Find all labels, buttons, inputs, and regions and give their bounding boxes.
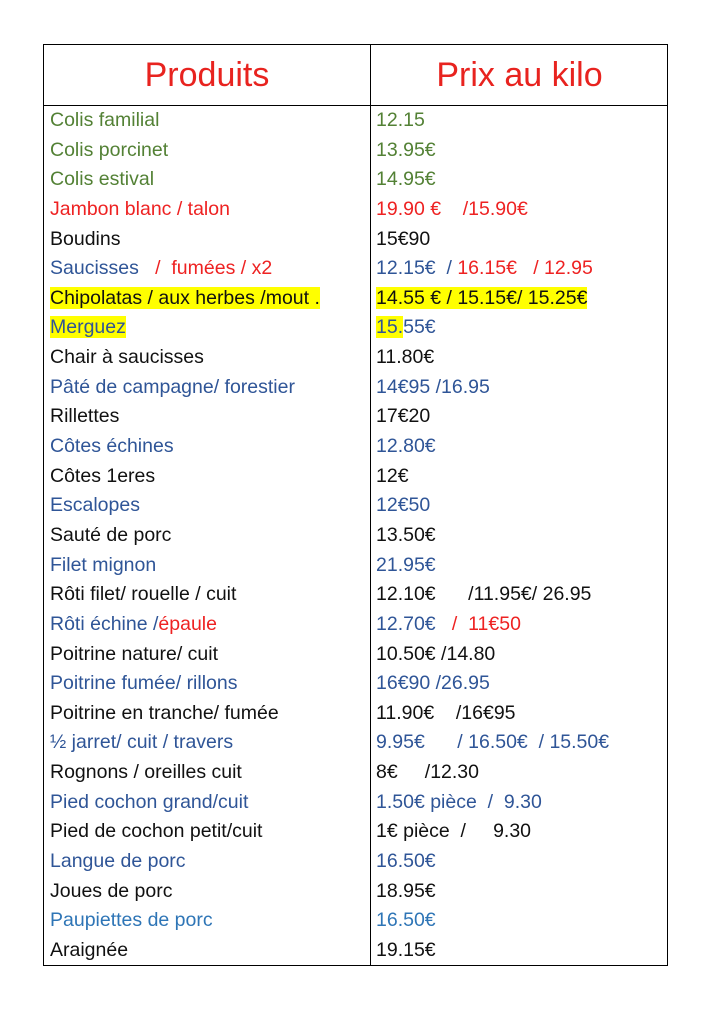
table-row	[44, 136, 667, 166]
product-cell-text: Paupiettes de porc	[50, 909, 213, 932]
price-cell-text: 15€90	[376, 227, 431, 250]
price-cell	[376, 491, 430, 521]
price-cell	[376, 758, 479, 788]
price-cell-text: 19.90 € /15.90€	[376, 197, 528, 220]
price-cell-text: 13.95€	[376, 138, 436, 161]
product-cell	[50, 165, 154, 195]
table-row	[44, 521, 667, 551]
product-cell	[50, 373, 295, 403]
table-row	[44, 669, 667, 699]
product-cell	[50, 669, 238, 699]
price-cell-text: 55€	[403, 316, 436, 339]
price-cell-text: 1.50€ pièce / 9.30	[376, 790, 542, 813]
price-cell-text: 18.95€	[376, 879, 436, 902]
product-cell-text: Pâté de campagne/ forestier	[50, 375, 295, 398]
product-cell-text: Saucisses	[50, 257, 156, 280]
product-cell	[50, 817, 262, 847]
product-cell	[50, 788, 248, 818]
price-cell	[376, 313, 436, 343]
price-cell	[376, 343, 434, 373]
price-cell	[376, 432, 436, 462]
table-row	[44, 936, 667, 966]
product-cell-text: Colis familial	[50, 109, 160, 131]
product-cell-text: Côtes échines	[50, 435, 174, 458]
product-cell-text: Langue de porc	[50, 850, 186, 873]
table-row	[44, 225, 667, 255]
table-row	[44, 313, 667, 343]
price-cell	[376, 165, 436, 195]
price-cell-text: 14.95€	[376, 168, 436, 191]
product-cell	[50, 254, 272, 284]
product-cell	[50, 462, 155, 492]
product-cell-text: Côtes 1eres	[50, 464, 156, 487]
product-cell	[50, 106, 159, 136]
product-cell	[50, 343, 204, 373]
product-cell-text: Araignée	[50, 938, 129, 961]
table-row	[44, 728, 667, 758]
table-row	[44, 284, 667, 314]
price-cell-text: 17€20	[376, 405, 431, 428]
product-cell	[50, 521, 171, 551]
price-cell	[376, 936, 436, 966]
product-cell	[50, 195, 230, 225]
price-cell	[376, 788, 542, 818]
table-row	[44, 640, 667, 670]
price-cell-text: 16€90 /26.95	[376, 672, 490, 695]
price-cell	[376, 195, 528, 225]
table-row	[44, 906, 667, 936]
price-cell-text: 12.15€ /	[376, 257, 458, 280]
price-cell-text: 16.15€ / 12.95	[457, 257, 593, 280]
product-cell-text: Pied de cochon petit/cuit	[50, 820, 263, 843]
price-cell-text: 11.90€ /16€95	[376, 701, 516, 724]
product-cell	[50, 728, 233, 758]
table-row	[44, 758, 667, 788]
table-body	[44, 106, 667, 966]
price-cell	[376, 817, 531, 847]
price-cell-text: / 11€50	[451, 612, 521, 635]
price-cell-text: 21.95€	[376, 553, 436, 576]
product-cell	[50, 313, 126, 343]
table-row	[44, 462, 667, 492]
product-cell	[50, 491, 140, 521]
price-cell	[376, 610, 521, 640]
product-cell	[50, 402, 119, 432]
product-cell	[50, 610, 217, 640]
product-cell-text: épaule	[158, 612, 217, 635]
table-row	[44, 847, 667, 877]
table-row	[44, 373, 667, 403]
header-produits: Produits	[144, 56, 270, 94]
price-cell-text: 12.15	[376, 109, 425, 131]
product-cell	[50, 432, 174, 462]
price-cell	[376, 551, 436, 581]
table-row	[44, 165, 667, 195]
product-cell	[50, 936, 128, 966]
price-cell-text: 11.80€	[376, 346, 435, 369]
table-header-row	[44, 45, 667, 106]
price-cell	[376, 284, 587, 314]
product-cell	[50, 699, 279, 729]
product-cell-text: Boudins	[50, 227, 121, 250]
price-cell-text: 9.95€ / 16.50€ / 15.50€	[376, 731, 610, 754]
product-cell-text: Sauté de porc	[50, 523, 172, 546]
product-cell-text: Poitrine en tranche/ fumée	[50, 701, 279, 724]
price-cell-text: 19.15€	[376, 938, 436, 961]
price-cell	[376, 136, 436, 166]
price-cell	[376, 521, 436, 551]
price-cell	[376, 106, 425, 136]
price-cell	[376, 254, 593, 284]
product-cell-text: Poitrine fumée/ rillons	[50, 672, 238, 695]
product-cell-text: Poitrine nature/ cuit	[50, 642, 219, 665]
product-cell-text: Merguez	[50, 316, 126, 339]
table-row	[44, 432, 667, 462]
table-row	[44, 402, 667, 432]
price-cell-text: 12.80€	[376, 435, 436, 458]
product-cell-text: Escalopes	[50, 494, 140, 517]
price-cell-text: 12.70€	[376, 612, 452, 635]
product-cell-text: Rognons / oreilles cuit	[50, 761, 242, 784]
price-cell	[376, 373, 490, 403]
table-row	[44, 106, 667, 136]
price-cell-text: 12.10€ /11.95€/ 26.95	[376, 583, 592, 606]
table-row	[44, 491, 667, 521]
product-cell-text: Rillettes	[50, 405, 120, 428]
table-row	[44, 580, 667, 610]
price-cell	[376, 462, 409, 492]
product-cell	[50, 877, 173, 907]
product-cell	[50, 551, 156, 581]
price-cell-text: 12€50	[376, 494, 431, 517]
product-cell	[50, 640, 218, 670]
price-cell	[376, 877, 436, 907]
product-cell	[50, 284, 320, 314]
price-cell	[376, 847, 436, 877]
price-cell	[376, 699, 516, 729]
price-cell-text: 16.50€	[376, 909, 436, 932]
price-cell	[376, 728, 609, 758]
price-cell	[376, 580, 591, 610]
product-cell	[50, 906, 213, 936]
table-row	[44, 610, 667, 640]
product-cell	[50, 580, 236, 610]
price-cell-text: 14.55 € / 15.15€/ 15.25€	[376, 286, 588, 309]
product-cell-text: Jambon blanc / talon	[50, 197, 230, 220]
price-cell-text: 14€95 /16.95	[376, 375, 490, 398]
price-cell	[376, 640, 495, 670]
product-cell-text: Pied cochon grand/cuit	[50, 790, 249, 813]
table-row	[44, 817, 667, 847]
price-cell	[376, 402, 430, 432]
table-row	[44, 788, 667, 818]
product-cell-text: Chipolatas / aux herbes /mout .	[50, 286, 320, 309]
price-cell-text: 10.50€ /14.80	[376, 642, 496, 665]
table-row	[44, 551, 667, 581]
table-row	[44, 195, 667, 225]
product-cell-text: Rôti échine /	[50, 612, 159, 635]
price-cell-text: 13.50€	[376, 523, 436, 546]
price-cell	[376, 906, 436, 936]
table-row	[44, 343, 667, 373]
product-cell-text: Colis estival	[50, 168, 155, 191]
price-cell-text: 15.	[376, 316, 404, 339]
price-cell-text: 12€	[376, 464, 409, 487]
product-cell	[50, 758, 242, 788]
product-cell-text: Joues de porc	[50, 879, 173, 902]
table-row	[44, 699, 667, 729]
product-cell	[50, 847, 186, 877]
product-cell-text: Filet mignon	[50, 553, 157, 576]
price-cell	[376, 225, 430, 255]
price-cell-text: 1€ pièce / 9.30	[376, 820, 532, 843]
product-cell-text: ½ jarret/ cuit / travers	[50, 731, 234, 754]
product-cell-text: Colis porcinet	[50, 138, 169, 161]
product-cell-text: / fumées / x2	[155, 257, 273, 280]
price-table	[43, 44, 668, 966]
product-cell	[50, 225, 120, 255]
price-cell-text: 8€ /12.30	[376, 761, 479, 784]
product-cell	[50, 136, 168, 166]
product-cell-text: Rôti filet/ rouelle / cuit	[50, 583, 237, 606]
price-cell-text: 16.50€	[376, 850, 436, 873]
table-row	[44, 877, 667, 907]
product-cell-text: Chair à saucisses	[50, 346, 204, 369]
price-cell	[376, 669, 490, 699]
header-prix-au-kilo: Prix au kilo	[436, 56, 603, 94]
table-row	[44, 254, 667, 284]
